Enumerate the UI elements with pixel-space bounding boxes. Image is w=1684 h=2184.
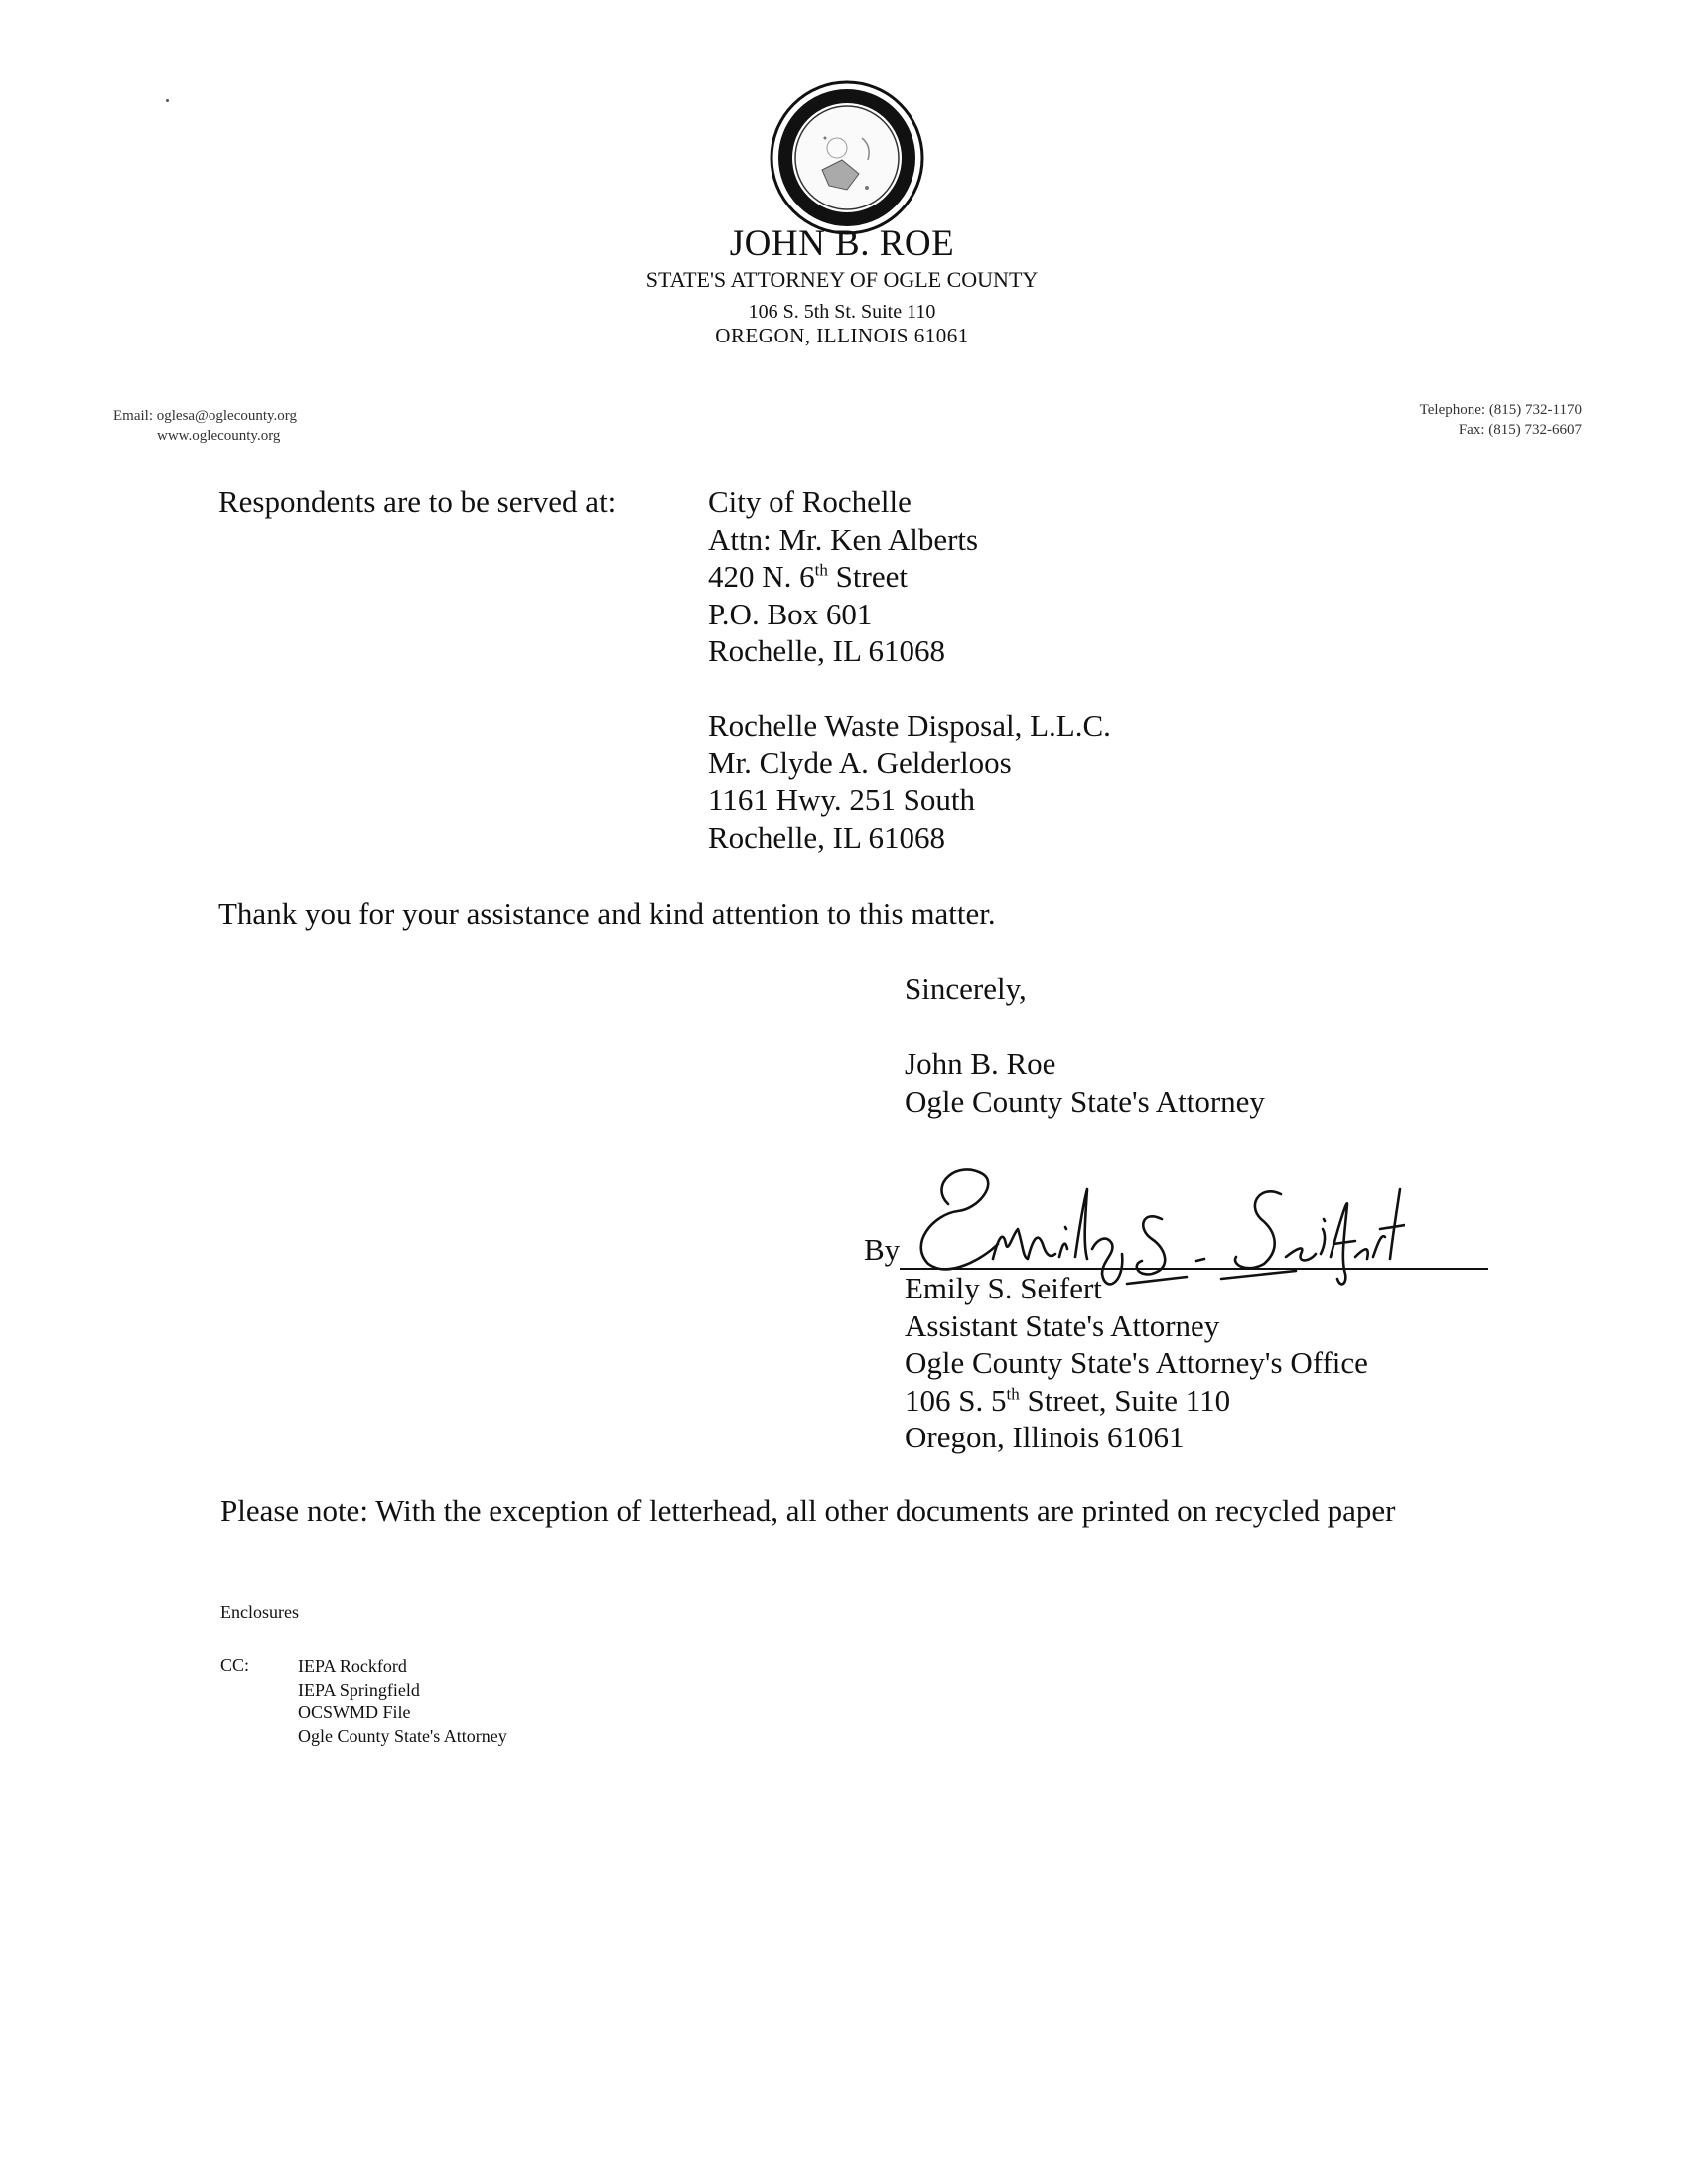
letterhead-contact-left [113,406,297,446]
closing-salutation: Sincerely, [905,971,1027,1006]
respondent-2-line1: Rochelle Waste Disposal, L.L.C. [708,708,1111,743]
signer-address: 106 S. 5th Street, Suite 110 [905,1382,1231,1418]
signer-block [905,1270,1368,1456]
signer-title: Assistant State's Attorney [905,1307,1220,1343]
respondent-2-line4: Rochelle, IL 61068 [708,819,946,855]
respondent-1-line4: P.O. Box 601 [708,596,873,631]
attorney-title: Ogle County State's Attorney [905,1083,1265,1119]
thank-you-line: Thank you for your assistance and kind attention to this matter. [218,896,996,931]
state-seal-icon [768,78,926,237]
letterhead-address-line2: OREGON, ILLINOIS 61061 [715,324,969,347]
cc-label: CC: [220,1655,250,1675]
recycled-paper-note: Please note: With the exception of letterhead, all other documents are printed on recycled paper [220,1493,1396,1528]
by-label: By [864,1232,901,1267]
telephone-number: Telephone: (815) 732-1170 [1419,402,1582,418]
respondent-2-address [708,707,1111,856]
letterhead-name: JOHN B. ROE [729,223,955,264]
email-link[interactable]: Email: oglesa@oglecounty.org [113,408,298,424]
scan-speck [166,99,169,102]
cc-item: Ogle County State's Attorney [298,1725,507,1746]
cc-item: OCSWMD File [298,1703,411,1722]
signer-city: Oregon, Illinois 61061 [905,1420,1185,1454]
letterhead-title: STATE'S ATTORNEY OF OGLE COUNTY [645,267,1039,292]
attorney-block [905,1045,1265,1120]
respondent-2-line3: 1161 Hwy. 251 South [708,782,975,817]
respondent-2-line2: Mr. Clyde A. Gelderloos [708,745,1012,780]
respondent-1-address [708,483,978,670]
served-at-label: Respondents are to be served at: [218,484,617,519]
respondent-1-line5: Rochelle, IL 61068 [708,633,946,668]
letterhead-address-line1: 106 S. 5th St. Suite 110 [748,301,936,323]
letterhead-contact-right [1420,400,1582,440]
enclosures-label: Enclosures [220,1602,299,1622]
attorney-name: John B. Roe [905,1046,1056,1081]
fax-number: Fax: (815) 732-6607 [1458,422,1582,438]
cc-item: IEPA Rockford [298,1656,407,1676]
website-link[interactable]: www.oglecounty.org [157,428,281,444]
cc-list [298,1655,507,1748]
signer-name: Emily S. Seifert [905,1271,1102,1305]
respondent-1-line1: City of Rochelle [708,484,912,519]
respondent-1-line2: Attn: Mr. Ken Alberts [708,521,979,557]
cc-item: IEPA Springfield [298,1679,420,1700]
signer-office: Ogle County State's Attorney's Office [905,1345,1368,1380]
respondent-1-line3: 420 N. 6th Street [708,559,908,594]
